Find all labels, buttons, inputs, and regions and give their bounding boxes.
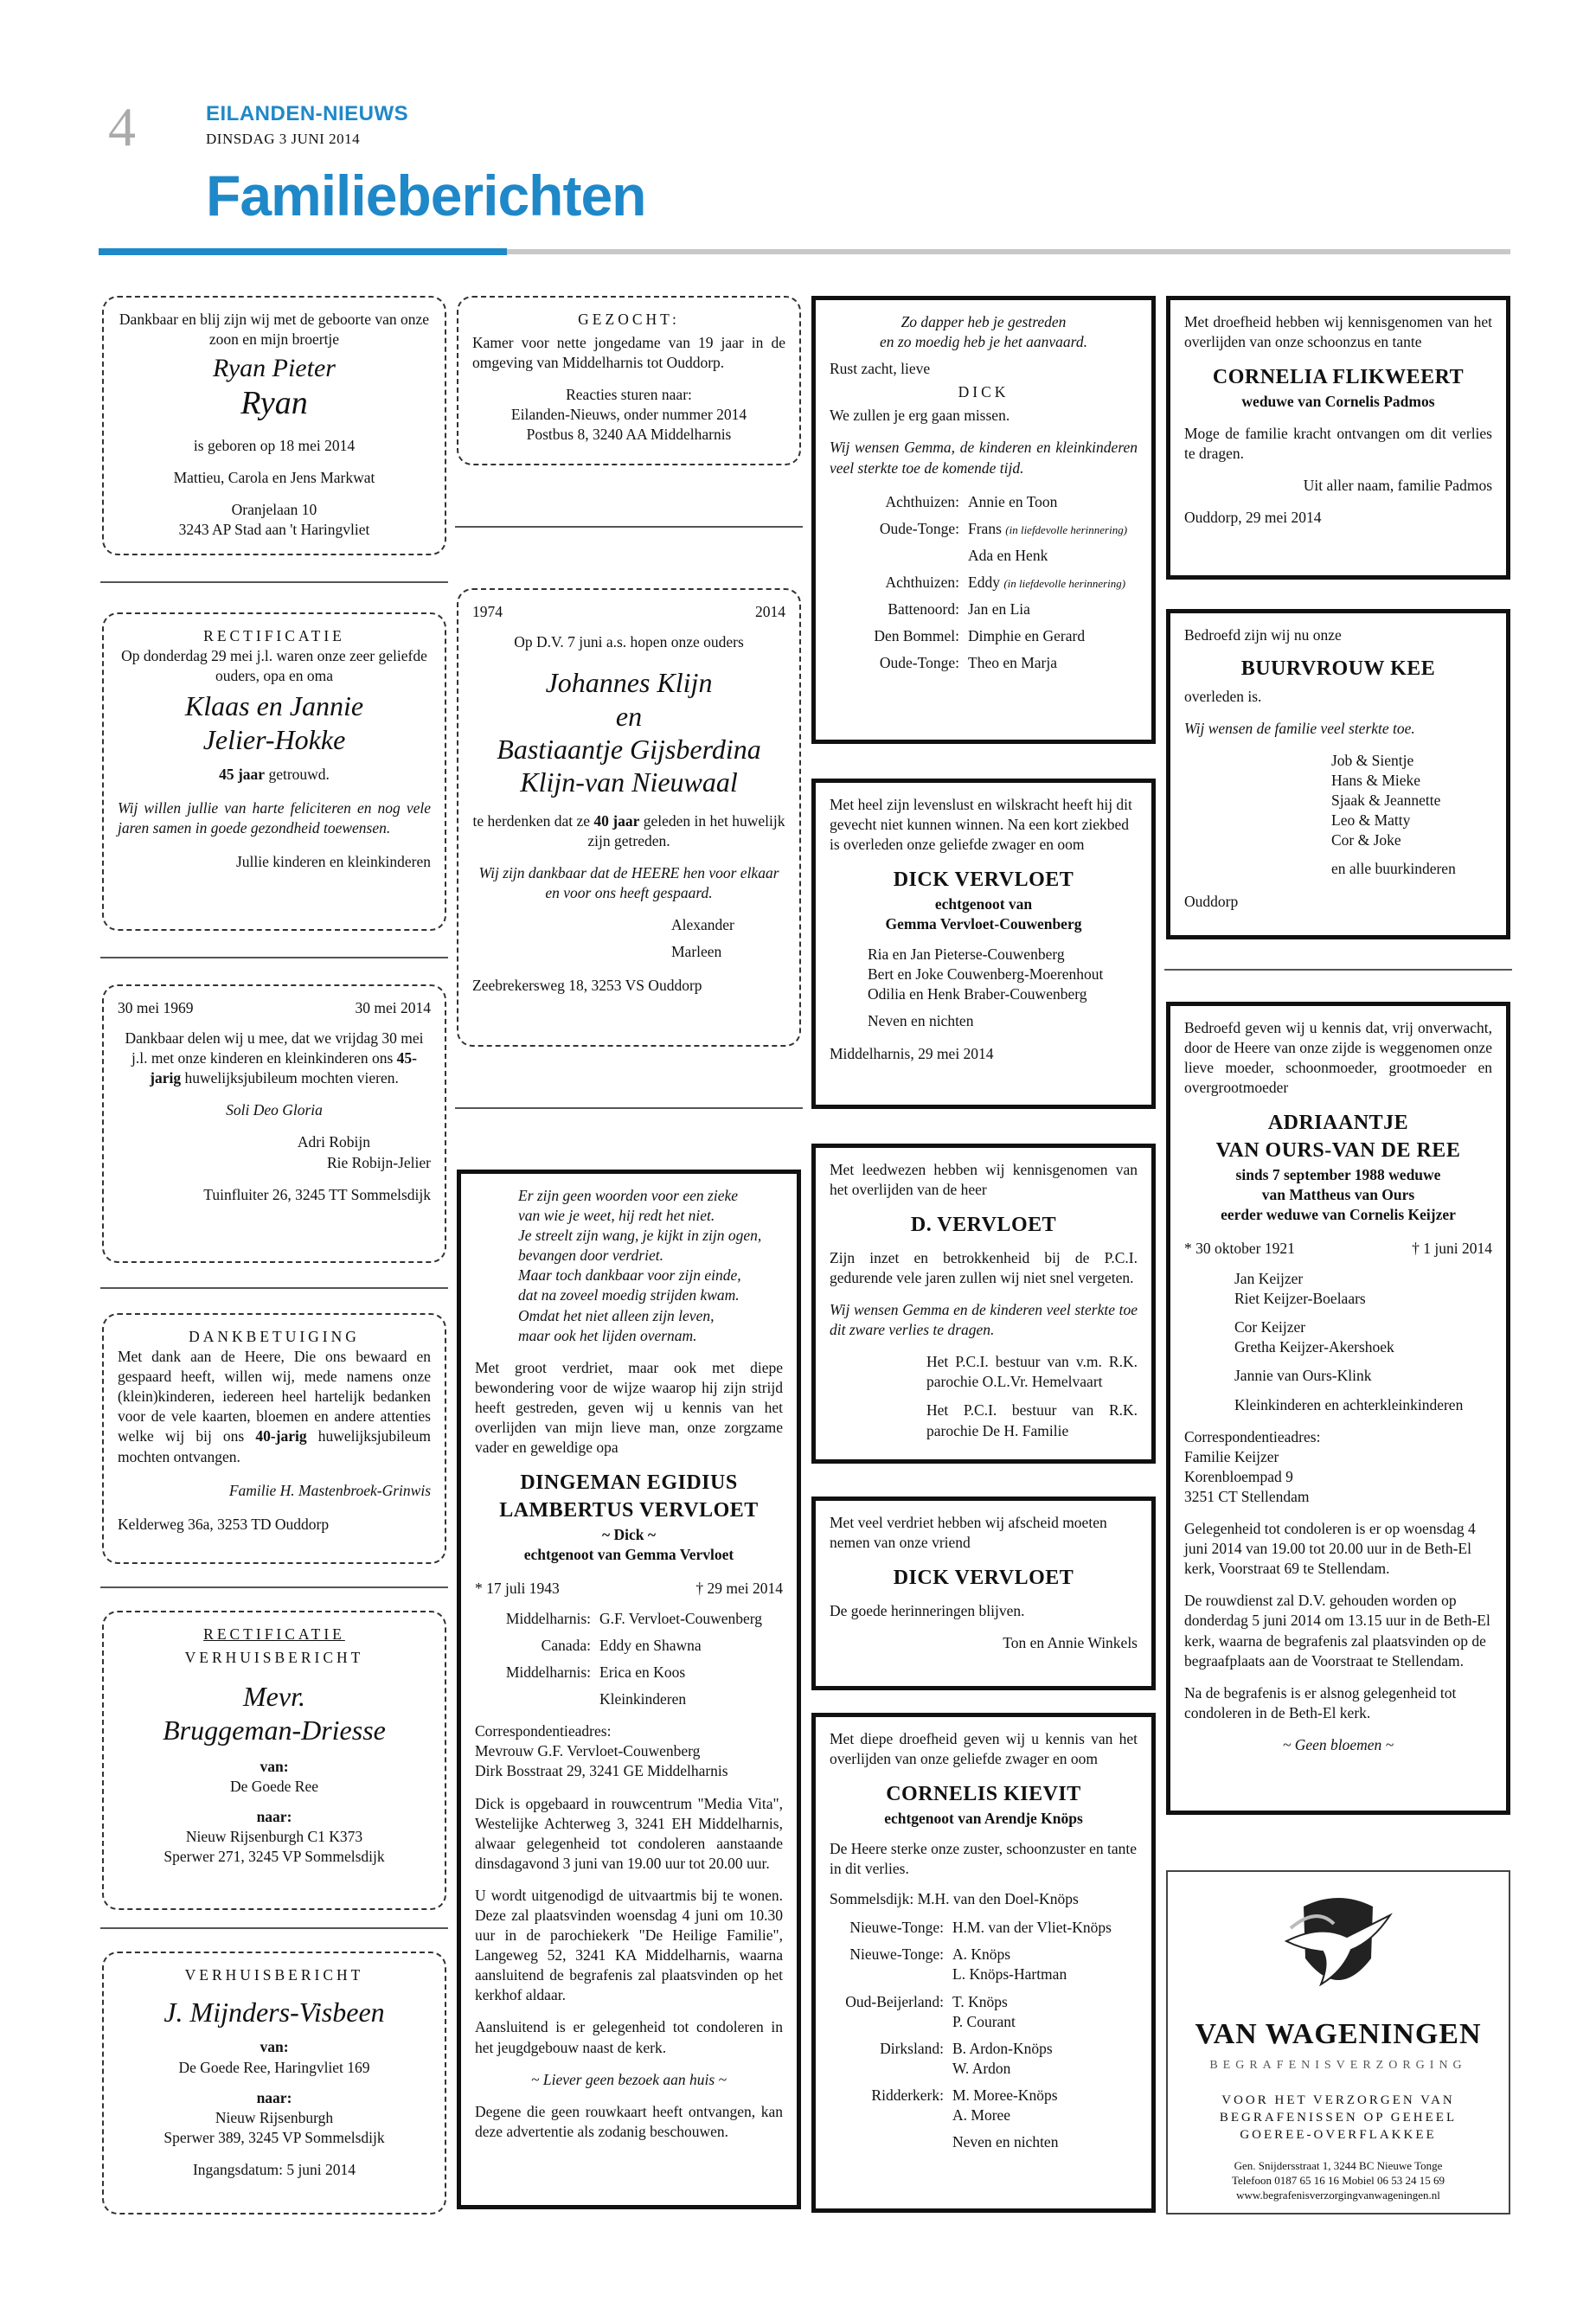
move1-name-2: Bruggeman-Driesse	[163, 1714, 386, 1746]
wanted-ad	[457, 296, 801, 465]
adriaantje-name-1: ADRIAANTJE	[1267, 1112, 1409, 1135]
move2-to-label: naar:	[256, 2088, 292, 2106]
wedding-text-c: geleden in het huwelijk zijn getreden.	[587, 811, 785, 849]
anniv-name-2: Rie Robijn-Jelier	[326, 1153, 431, 1171]
flikweert-intro: Met droefheid hebben wij kennisgenomen van het overlijden van onze schoonzus en tante	[1184, 313, 1492, 351]
column-divider	[100, 957, 448, 958]
rectification-title: RECTIFICATIE	[203, 627, 345, 644]
friends-memory: De goede herinneringen blijven.	[830, 1601, 1025, 1619]
funeral-service-ad	[1166, 1870, 1510, 2214]
move1-name-1: Mevr.	[243, 1681, 305, 1713]
adriaantje-corr-city: 3251 CT Stellendam	[1184, 1487, 1310, 1505]
corr-name: Mevrouw G.F. Vervloet-Couwenberg	[475, 1742, 701, 1760]
column-divider	[100, 1927, 448, 1929]
thanks-text-c: huwelijksjubileum mochten ontvangen.	[118, 1427, 431, 1465]
column-divider	[455, 1107, 803, 1109]
birth-address-city: 3243 AP Stad aan 't Haringvliet	[178, 521, 370, 539]
dick-wish: Wij wensen Gemma, de kinderen en kleinkinderen veel sterkte toe de komende tijd.	[830, 439, 1138, 477]
move1-to-2: Sperwer 271, 3245 VP Sommelsdijk	[163, 1848, 385, 1866]
death-notice-neighbour	[1166, 609, 1510, 939]
move1-title-1: RECTIFICATIE	[203, 1625, 345, 1643]
adriaantje-corr-label: Correspondentieadres:	[1184, 1427, 1321, 1445]
thanks-text-b: 40-jarig	[255, 1427, 307, 1445]
birth-announcement	[102, 296, 446, 555]
move2-from: De Goede Ree, Haringvliet 169	[178, 2058, 370, 2076]
page-number: 4	[108, 96, 136, 157]
kievit-name: CORNELIS KIEVIT	[886, 1783, 1081, 1806]
column-divider	[1164, 969, 1512, 971]
dick-rest: Rust zacht, lieve	[830, 360, 931, 378]
birth-parents: Mattieu, Carola en Jens Markwat	[173, 468, 375, 486]
dick-poem-1: Zo dapper heb je gestreden	[901, 313, 1067, 330]
wedding-name-3: Bastiaantje Gijsberdina	[497, 733, 761, 765]
family-names: M. Moree-Knöps	[952, 2086, 1058, 2104]
friends-signature: Ton en Annie Winkels	[1003, 1633, 1138, 1651]
family-names: Kleinkinderen	[599, 1690, 687, 1708]
move2-title: VERHUISBERICHT	[184, 1966, 364, 1984]
pci-text: Zijn inzet en betrokkenheid bij de P.C.I. gedurende vele jaren zullen wij niet snel vergeten.	[830, 1248, 1138, 1286]
family-place: Achthuizen:	[885, 492, 959, 510]
years-married: 45 jaar	[219, 766, 266, 784]
rectification-text: Op donderdag 29 mei j.l. waren onze zeer geliefde ouders, opa en oma	[121, 647, 427, 685]
deceased-name-2: LAMBERTUS VERVLOET	[499, 1498, 759, 1522]
family-names: T. Knöps	[952, 1992, 1008, 2010]
adriaantje-after: Na de begrafenis is er alsnog gelegenheid tot condoleren in de Beth-El kerk.	[1184, 1683, 1457, 1721]
wedding-text-b: 40 jaar	[593, 811, 640, 830]
congratulations: Wij willen jullie van harte feliciteren en nog vele jaren samen in goede gezondheid toewensen.	[118, 799, 431, 837]
family-names: H.M. van der Vliet-Knöps	[952, 1919, 1112, 1937]
poem-line: Omdat het niet alleen zijn leven,	[518, 1306, 715, 1324]
poem-line: Maar toch dankbaar voor zijn einde,	[518, 1266, 741, 1285]
funeral-tagline: BEGRAFENISVERZORGING	[1209, 2058, 1467, 2072]
move1-to-1: Nieuw Rijsenburgh C1 K373	[185, 1828, 363, 1846]
family-names: Eddy	[968, 573, 1000, 591]
wanted-text: Kamer voor nette jongedame van 19 jaar in de omgeving van Middelharnis tot Ouddorp.	[472, 334, 785, 372]
family-place: Middelharnis:	[505, 1663, 591, 1682]
adriaantje-corr-name: Familie Keijzer	[1184, 1447, 1279, 1465]
wedding-child-1: Alexander	[671, 916, 734, 934]
memory-note: (in liefdevolle herinnering)	[1003, 576, 1126, 590]
anniv-date-right: 30 mei 2014	[355, 999, 431, 1016]
column-divider	[100, 1586, 448, 1588]
inlaws-sub-2: Gemma Vervloet-Couwenberg	[885, 915, 1082, 933]
wanted-title: GEZOCHT:	[578, 311, 680, 328]
move1-from-label: van:	[260, 1757, 289, 1775]
kievit-intro: Met diepe droefheid geven wij u kennis van het overlijden van onze geliefde zwager en oom	[830, 1730, 1138, 1768]
pci-wish: Wij wensen Gemma en de kinderen veel sterkte toe dit zware verlies te dragen.	[830, 1301, 1138, 1339]
pci-notice	[811, 1144, 1156, 1464]
viewing-info: Dick is opgebaard in rouwcentrum "Media Vita", Westelijke Achterweg 3, 3241 EH Middelharnis, alwaar gelegenheid tot condoleren aanstaande dinsdagavond 3 juni van 19.00 uur tot 20.00 uur.	[475, 1794, 783, 1872]
kievit-text: De Heere sterke onze zuster, schoonzuster en tante in dit verlies.	[830, 1839, 1137, 1878]
inlaws-sub-1: echtgenoot van	[934, 894, 1033, 913]
adriaantje-family: Kleinkinderen en achterkleinkinderen	[1234, 1395, 1464, 1413]
adriaantje-sub-1: sinds 7 september 1988 weduwe	[1235, 1165, 1441, 1183]
dick-name: DICK	[958, 383, 1010, 401]
corr-label: Correspondentieadres:	[475, 1722, 612, 1740]
visit-request: ~ Liever geen bezoek aan huis ~	[531, 2070, 727, 2088]
thank-you-notice	[102, 1313, 446, 1564]
family-place	[830, 546, 968, 566]
adriaantje-corr-street: Korenbloempad 9	[1184, 1467, 1293, 1485]
rectification-signature: Jullie kinderen en kleinkinderen	[236, 853, 431, 871]
family-place	[475, 1689, 599, 1709]
family-names: Neven en nichten	[952, 2133, 1059, 2151]
family-place: Ridderkerk:	[871, 2086, 944, 2104]
wanted-reply-3: Postbus 8, 3240 AA Middelharnis	[526, 426, 732, 444]
issue-date: DINSDAG 3 JUNI 2014	[206, 131, 361, 147]
neighbour-name: Cor & Joke	[1331, 831, 1401, 849]
poem-line: van wie je weet, hij redt het niet.	[518, 1207, 715, 1225]
death-notice-kievit	[811, 1713, 1156, 2213]
flikweert-name: CORNELIA FLIKWEERT	[1212, 366, 1465, 389]
adriaantje-family: Riet Keijzer-Boelaars	[1234, 1290, 1366, 1308]
wanted-reply-1: Reacties sturen naar:	[566, 386, 692, 404]
wedding-year-left: 1974	[472, 603, 503, 620]
funeral-website[interactable]: www.begrafenisverzorgingvanwageningen.nl	[1236, 2189, 1440, 2202]
birth-address-street: Oranjelaan 10	[231, 500, 317, 518]
family-names: Erica en Koos	[599, 1663, 686, 1682]
move2-date: Ingangsdatum: 5 juni 2014	[192, 2160, 356, 2178]
adriaantje-condolence: Gelegenheid tot condoleren is er op woensdag 4 juni 2014 van 19.00 tot 20.00 uur in de Beth-El kerk, Voorstraat 69 te Stellendam.	[1184, 1520, 1476, 1578]
kee-name: BUURVROUW KEE	[1240, 657, 1436, 681]
kee-died: overleden is.	[1184, 687, 1262, 705]
funeral-brand: VAN WAGENINGEN	[1195, 2018, 1482, 2050]
family-place: Nieuwe-Tonge:	[849, 1919, 944, 1937]
adriaantje-sub-3: eerder weduwe van Cornelis Keijzer	[1221, 1205, 1456, 1223]
family-place: Nieuwe-Tonge:	[849, 1945, 944, 1964]
column-divider	[455, 526, 803, 528]
wedding-name-4: Klijn-van Nieuwaal	[520, 766, 738, 798]
anniv-text-a: Dankbaar delen wij u mee, dat we vrijdag 30 mei j.l. met onze kinderen en kleinkinderen ons	[125, 1029, 424, 1067]
dick-miss: We zullen je erg gaan missen.	[830, 407, 1010, 425]
family-names: Jan en Lia	[968, 600, 1030, 619]
column-divider	[100, 581, 448, 583]
move1-to-label: naar:	[256, 1808, 292, 1826]
family-names: A. Knöps	[952, 1945, 1011, 1964]
rectification-anniversary	[102, 612, 446, 931]
funeral-address: Gen. Snijdersstraat 1, 3244 BC Nieuwe Tonge	[1234, 2158, 1443, 2172]
wanted-reply-2: Eilanden-Nieuws, onder nummer 2014	[510, 406, 747, 424]
move1-title-2: VERHUISBERICHT	[184, 1649, 364, 1667]
wedding-name-1: Johannes Klijn	[545, 667, 713, 699]
family-place: Battenoord:	[888, 600, 959, 619]
flikweert-sub: weduwe van Cornelis Padmos	[1241, 392, 1435, 410]
kievit-first: Sommelsdijk: M.H. van den Doel-Knöps	[830, 1890, 1079, 1908]
neighbour-name: Hans & Mieke	[1331, 772, 1421, 790]
friends-intro: Met veel verdriet hebben wij afscheid moeten nemen van onze vriend	[830, 1514, 1107, 1552]
inlaws-family: Neven en nichten	[868, 1012, 974, 1030]
anniv-name-1: Adri Robijn	[297, 1133, 370, 1151]
inlaws-name: DICK VERVLOET	[893, 868, 1074, 892]
anniv-text-c: huwelijksjubileum mochten vieren.	[181, 1069, 399, 1087]
thanks-text-a: Met dank aan de Heere, Die ons bewaard en gespaard heeft, willen wij, mede namens onze (klein)kinderen, iedereen heel hartelijk bedanken voor de vele kaarten, bloemen en andere attenties welke wij bij ons	[118, 1348, 431, 1445]
family-place: Oude-Tonge:	[879, 519, 959, 537]
deceased-nickname: ~ Dick ~	[602, 1525, 656, 1543]
corr-address: Dirk Bosstraat 29, 3241 GE Middelharnis	[475, 1762, 728, 1780]
birth-date: is geboren op 18 mei 2014	[193, 436, 356, 454]
family-place: Dirksland:	[880, 2039, 944, 2057]
family-place: Middelharnis:	[505, 1609, 591, 1627]
funeral-phone: Telefoon 0187 65 16 16 Mobiel 06 53 24 15 69	[1231, 2173, 1445, 2187]
poem-line: maar ook het lijden overnam.	[518, 1326, 697, 1344]
family-names: W. Ardon	[952, 2059, 1011, 2077]
thanks-title: DANKBETUIGING	[189, 1328, 360, 1345]
anniv-motto: Soli Deo Gloria	[226, 1101, 323, 1119]
poem-line: dat na zoveel moedig strijden kwam.	[518, 1286, 740, 1304]
column-divider	[100, 1287, 448, 1289]
anniv-date-left: 30 mei 1969	[118, 999, 194, 1016]
poem-line: Er zijn geen woorden voor een zieke	[518, 1187, 739, 1204]
adriaantje-service: De rouwdienst zal D.V. gehouden worden op donderdag 5 juni 2014 om 13.15 uur in de Beth-El kerk, waarna de begrafenis zal plaatsvinden op de begraafplaats aan de Voorstraat te Stellendam.	[1184, 1592, 1490, 1670]
wedding-intro: Op D.V. 7 juni a.s. hopen onze ouders	[514, 633, 744, 651]
anniversary-45	[102, 984, 446, 1263]
inlaws-place: Middelharnis, 29 mei 2014	[830, 1044, 994, 1062]
family-place: Oude-Tonge:	[879, 654, 959, 672]
pci-sign-1: Het P.C.I. bestuur van v.m. R.K. parochie O.L.Vr. Hemelvaart	[926, 1353, 1138, 1391]
family-names: Dimphie en Gerard	[968, 627, 1086, 645]
death-notice-flikweert	[1166, 296, 1510, 580]
birth-name-second: Ryan	[240, 385, 308, 422]
family-names: L. Knöps-Hartman	[952, 1965, 1067, 1984]
friends-notice	[811, 1497, 1156, 1690]
dove-emblem-icon	[1269, 1889, 1407, 2010]
family-place: Den Bommel:	[874, 627, 959, 645]
publication-logo: EILANDEN-NIEUWS	[206, 102, 409, 125]
pci-name: D. VERVLOET	[910, 1214, 1057, 1237]
family-names: Theo en Marja	[968, 654, 1058, 672]
wedding-year-right: 2014	[755, 603, 785, 620]
move2-name: J. Mijnders-Visbeen	[163, 1997, 385, 2029]
move2-to-1: Nieuw Rijsenburgh	[215, 2108, 334, 2126]
adriaantje-born: * 30 oktober 1921	[1184, 1240, 1295, 1257]
couple-name-1: Klaas en Jannie	[184, 690, 364, 722]
family-names: A. Moree	[952, 2106, 1011, 2124]
adriaantje-intro: Bedroefd geven wij u kennis dat, vrij onverwacht, door de Heere van onze zijde is weggenomen onze lieve moeder, schoonmoeder, grootmoeder en overgrootmoeder	[1184, 1019, 1492, 1097]
neighbour-name: Sjaak & Jeannette	[1331, 792, 1441, 810]
neighbour-name: Job & Sientje	[1331, 751, 1414, 769]
adriaantje-died: † 1 juni 2014	[1412, 1240, 1492, 1257]
family-names: Eddy en Shawna	[599, 1636, 702, 1654]
poem-line: bevangen door verdriet.	[518, 1247, 663, 1265]
family-place	[830, 2132, 952, 2152]
death-intro: Met groot verdriet, maar ook met diepe bewondering voor de wijze waarop hij zijn strijd heeft gestreden, geven wij u kennis van het overlijden van mijn lieve man, onze zorgzame vader en geweldige opa	[475, 1358, 783, 1457]
family-names: Annie en Toon	[968, 492, 1058, 510]
family-names: Ada en Henk	[968, 546, 1048, 564]
death-notice-dick-inlaws	[811, 779, 1156, 1109]
thanks-address: Kelderweg 36a, 3253 TD Ouddorp	[118, 1515, 330, 1533]
adriaantje-family: Jannie van Ours-Klink	[1234, 1367, 1372, 1385]
neighbour-all: en alle buurkinderen	[1331, 860, 1456, 878]
moving-notice-1	[102, 1611, 446, 1910]
adriaantje-family: Cor Keijzer	[1234, 1318, 1306, 1336]
header-rule-grey	[507, 249, 1510, 254]
family-place: Achthuizen:	[885, 573, 959, 591]
dick-poem-2: en zo moedig heb je het aanvaard.	[880, 333, 1087, 351]
wedding-anniversary-40	[457, 588, 801, 1047]
card-notice: Degene die geen rouwkaart heeft ontvangen, kan deze advertentie als zodanig beschouwen.	[475, 2102, 783, 2140]
years-suffix: getrouwd.	[265, 766, 330, 784]
adriaantje-name-2: VAN OURS-VAN DE REE	[1215, 1139, 1461, 1163]
inlaws-family: Odilia en Henk Braber-Couwenberg	[868, 985, 1087, 1003]
neighbour-name: Leo & Matty	[1331, 811, 1411, 830]
wedding-text-a: te herdenken dat ze	[472, 811, 594, 830]
death-notice-dingeman	[457, 1170, 801, 2209]
moving-notice-2	[102, 1952, 446, 2214]
kee-place: Ouddorp	[1184, 892, 1239, 910]
wedding-name-2: en	[615, 700, 643, 732]
birth-date: * 17 juli 1943	[475, 1579, 560, 1597]
adriaantje-sub-2: van Mattheus van Ours	[1261, 1185, 1415, 1203]
wedding-child-2: Marleen	[671, 943, 722, 961]
memory-note: (in liefdevolle herinnering)	[1005, 522, 1128, 536]
couple-name-2: Jelier-Hokke	[202, 723, 346, 755]
birth-name-first: Ryan Pieter	[213, 354, 336, 383]
kee-intro: Bedroefd zijn wij nu onze	[1184, 626, 1342, 644]
adriaantje-flowers: ~ Geen bloemen ~	[1282, 1735, 1394, 1753]
friends-name: DICK VERVLOET	[893, 1567, 1074, 1590]
funeral-line-3: GOEREE-OVERFLAKKEE	[1240, 2127, 1437, 2142]
header-rule-blue	[99, 248, 507, 255]
move2-from-label: van:	[260, 2038, 289, 2056]
birth-intro: Dankbaar en blij zijn wij met de geboorte van onze zoon en mijn broertje	[119, 311, 430, 349]
deceased-spouse: echtgenoot van Gemma Vervloet	[523, 1545, 734, 1563]
family-place: Canada:	[541, 1636, 591, 1654]
flikweert-signature: Uit aller naam, familie Padmos	[1303, 477, 1492, 495]
family-names: B. Ardon-Knöps	[952, 2039, 1053, 2057]
kievit-spouse: echtgenoot van Arendje Knöps	[884, 1809, 1083, 1827]
inlaws-intro: Met heel zijn levenslust en wilskracht heeft hij dit gevecht niet kunnen winnen. Na een kort ziekbed is overleden onze geliefde zwager en oom	[830, 796, 1132, 854]
deceased-name-1: DINGEMAN EGIDIUS	[520, 1471, 738, 1495]
move1-from: De Goede Ree	[229, 1778, 319, 1796]
kee-wish: Wij wensen de familie veel sterkte toe.	[1184, 719, 1415, 737]
wedding-address: Zeebrekersweg 18, 3253 VS Ouddorp	[472, 977, 702, 995]
poem-line: Je streelt zijn wang, je kijkt in zijn ogen,	[518, 1227, 762, 1245]
family-place: Oud-Beijerland:	[845, 1992, 944, 2010]
death-notice-dick-family	[811, 296, 1156, 744]
move2-to-2: Sperwer 389, 3245 VP Sommelsdijk	[163, 2128, 385, 2146]
family-names: Frans	[968, 519, 1002, 537]
funeral-line-2: BEGRAFENISSEN OP GEHEEL	[1219, 2111, 1458, 2125]
adriaantje-family: Jan Keijzer	[1234, 1270, 1304, 1288]
anniv-text-b: 45-jarig	[150, 1049, 417, 1087]
wedding-thanks: Wij zijn dankbaar dat de HEERE hen voor elkaar en voor ons heeft gespaard.	[478, 863, 779, 902]
flikweert-place: Ouddorp, 29 mei 2014	[1184, 509, 1322, 527]
adriaantje-family: Gretha Keijzer-Akershoek	[1234, 1338, 1394, 1356]
inlaws-family: Bert en Joke Couwenberg-Moerenhout	[868, 965, 1104, 984]
death-notice-adriaantje	[1166, 1002, 1510, 1815]
funeral-line-1: VOOR HET VERZORGEN VAN	[1221, 2093, 1455, 2108]
flikweert-wish: Moge de familie kracht ontvangen om dit verlies te dragen.	[1184, 424, 1492, 463]
funeral-info: U wordt uitgenodigd de uitvaartmis bij te wonen. Deze zal plaatsvinden woensdag 4 juni om 10.30 uur in de parochiekerk "De Heilige Familie", Langeweg 52, 3241 KA Middelharnis, waarna aansluitend de begrafenis zal plaatsvinden op het kerkhof aldaar.	[475, 1886, 783, 2004]
condolence-info: Aansluitend is er gelegenheid tot condoleren in het jeugdgebouw naast de kerk.	[475, 2018, 783, 2056]
anniv-address: Tuinfluiter 26, 3245 TT Sommelsdijk	[203, 1185, 431, 1203]
thanks-signature: Familie H. Mastenbroek-Grinwis	[228, 1481, 431, 1499]
death-date: † 29 mei 2014	[695, 1579, 783, 1597]
family-names: P. Courant	[952, 2012, 1016, 2030]
inlaws-family: Ria en Jan Pieterse-Couwenberg	[868, 945, 1065, 964]
section-title: Familieberichten	[206, 163, 646, 228]
pci-sign-2: Het P.C.I. bestuur van R.K. parochie De H. Familie	[926, 1401, 1138, 1439]
pci-intro: Met leedwezen hebben wij kennisgenomen van het overlijden van de heer	[830, 1161, 1138, 1199]
family-names: G.F. Vervloet-Couwenberg	[599, 1609, 762, 1627]
